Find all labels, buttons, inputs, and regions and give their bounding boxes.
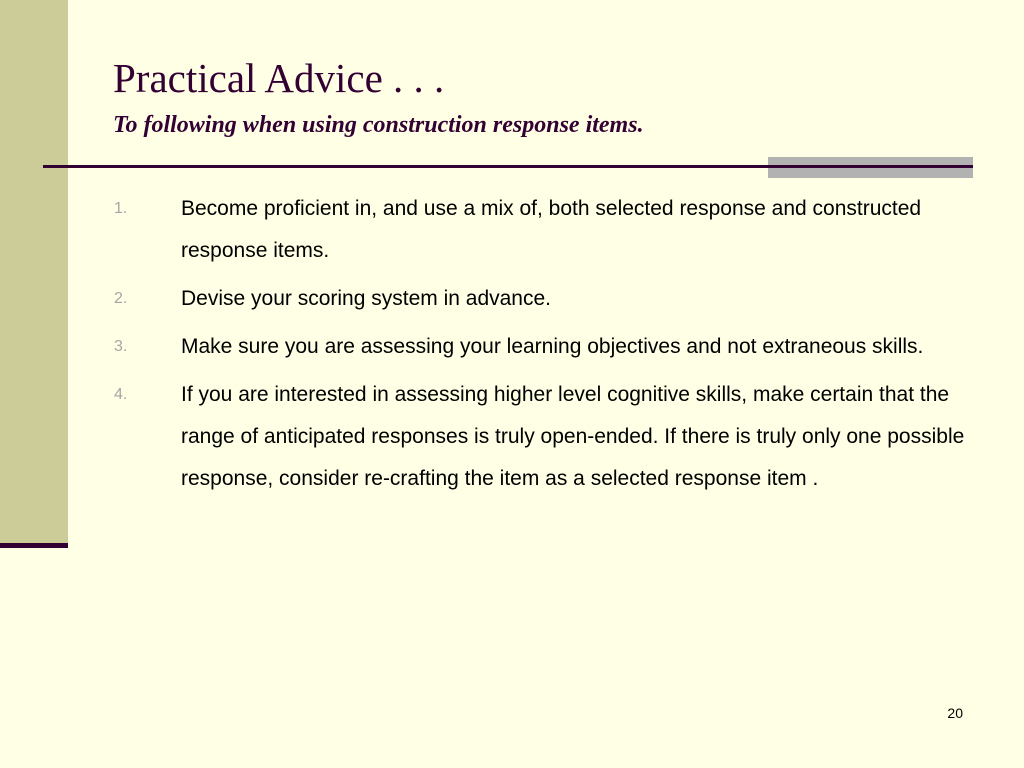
item-number: 2. — [114, 290, 128, 307]
advice-item-2 — [114, 278, 974, 320]
item-number: 3. — [114, 338, 128, 355]
item-number: 1. — [114, 200, 128, 217]
advice-item-3 — [114, 326, 974, 368]
title-divider-accent-line — [768, 165, 973, 168]
item-text: Make sure you are assessing your learning objectives and not extraneous skills. — [181, 335, 924, 358]
item-text: Become proficient in, and use a mix of, both selected response and constructed response items. — [181, 197, 922, 262]
item-text: If you are interested in assessing higher level cognitive skills, make certain that the range of anticipated responses is truly open-ended. If there is truly only one possible response, consider re-crafting the item as a selected response item . — [181, 383, 965, 490]
item-text: Devise your scoring system in advance. — [181, 287, 551, 310]
slide-title: Practical Advice . . . — [113, 55, 445, 101]
advice-item-1 — [114, 188, 974, 272]
left-decorative-band — [0, 0, 68, 545]
left-band-divider — [0, 543, 68, 548]
slide-subtitle: To following when using construction response items. — [113, 112, 644, 138]
item-number: 4. — [114, 386, 128, 403]
advice-list — [114, 188, 974, 506]
advice-item-4 — [114, 374, 974, 500]
slide-number: 20 — [947, 705, 963, 721]
